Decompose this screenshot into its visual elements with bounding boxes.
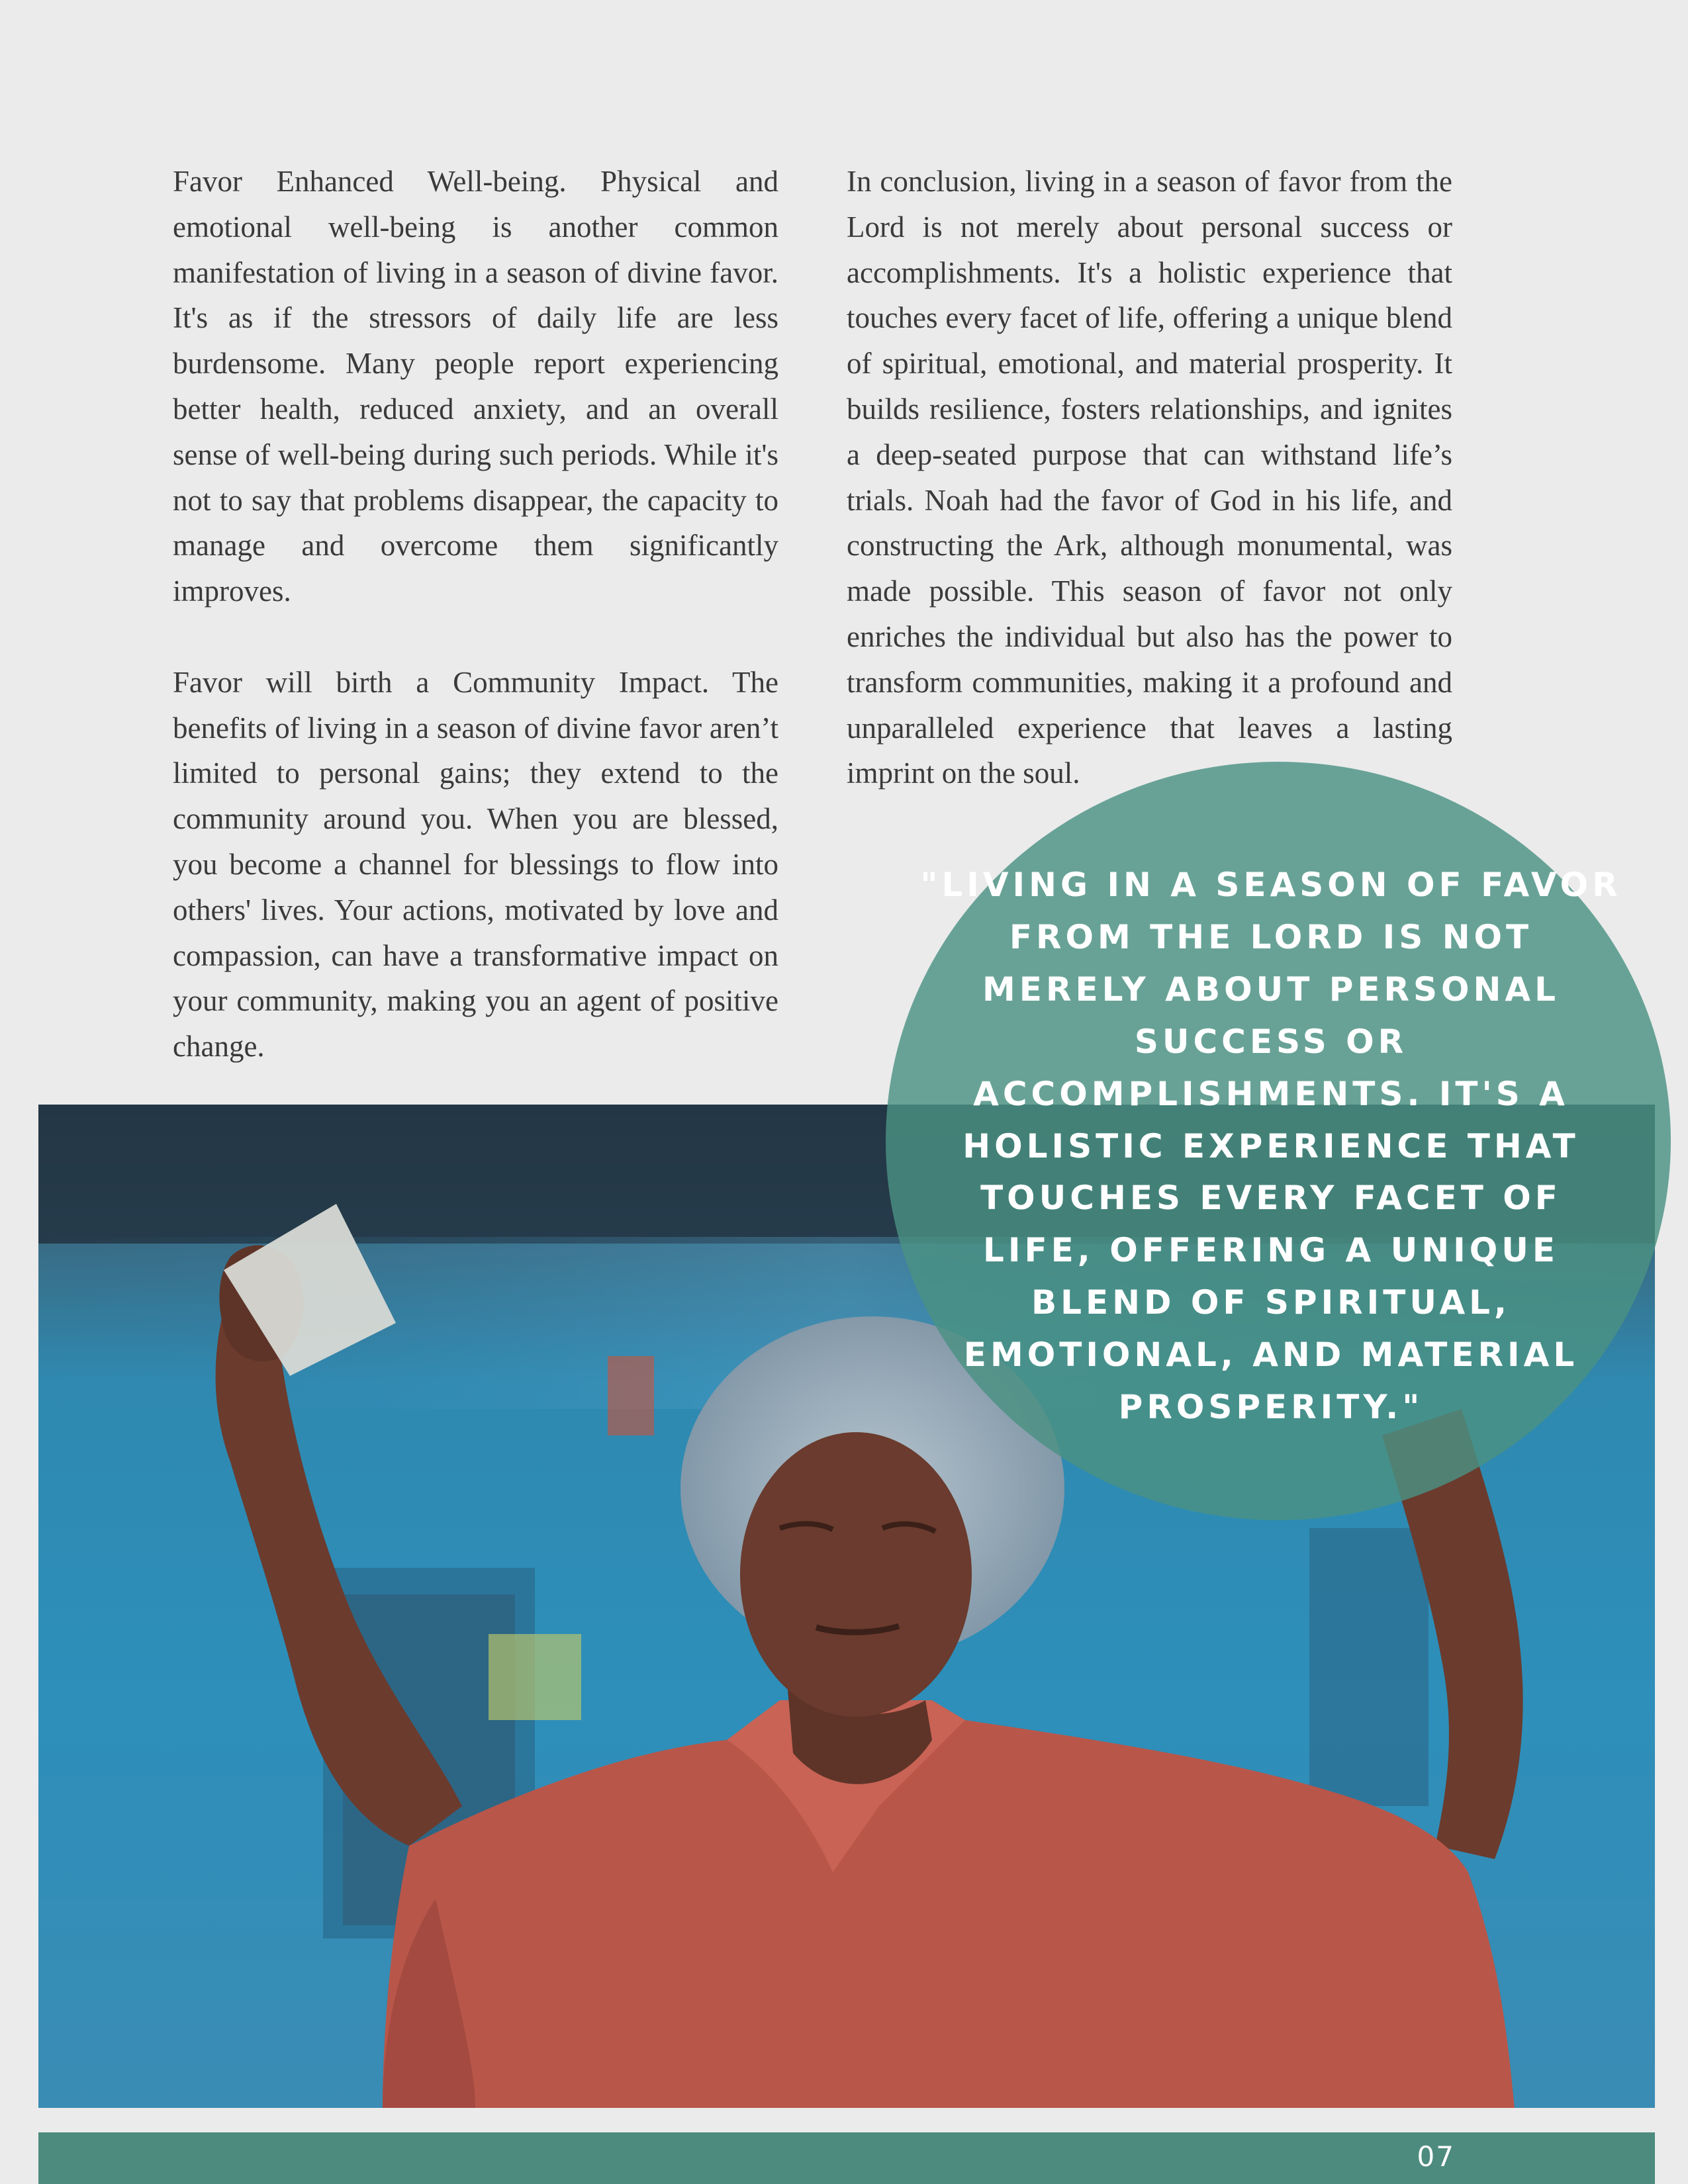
footer-bar bbox=[38, 2132, 1655, 2184]
left-text-column bbox=[173, 159, 778, 1115]
pull-quote-text: "LIVING IN A SEASON OF FAVOR FROM THE LORD IS NOT MERELY ABOUT PERSONAL SUCCESS OR ACCOMPLISHMENTS. IT'S A HOLISTIC EXPERIENCE THAT TOUCHES EVERY FACET OF LIFE, OFFERING A UNIQUE BLEND OF SPIRITUAL, EMOTIONAL, AND MATERIAL PROSPERITY." bbox=[920, 866, 1622, 1427]
right-text-column bbox=[847, 159, 1452, 842]
body-paragraph-wellbeing: Favor Enhanced Well-being. Physical and emotional well-being is another common manifestation of living in a season of divine favor. It's as if the stressors of daily life are less burdensome. Many people report experiencing better health, reduced anxiety, and an overall sense of well-being during such periods. While it's not to say that problems disappear, the capacity to manage and overcome them significantly improves. bbox=[173, 165, 778, 608]
body-paragraph-community-impact: Favor will birth a Community Impact. The benefits of living in a season of divine favor aren’t limited to personal gains; they extend to the community around you. When you are blessed, you become a channel for blessings to flow into others' lives. Your actions, motivated by love and compassion, can have a transformative impact on your community, making you an agent of positive change. bbox=[173, 665, 778, 1064]
body-paragraph-conclusion: In conclusion, living in a season of favor from the Lord is not merely about personal success or accomplishments. It's a holistic experience that touches every facet of life, offering a unique blend of spiritual, emotional, and material prosperity. It builds resilience, fosters relationships, and ignites a deep-seated purpose that can withstand life’s trials. Noah had the favor of God in his life, and constructing the Ark, although monumental, was made possible. This season of favor not only enriches the individual but also has the power to transform communities, making it a profound and unparalleled experience that leaves a lasting imprint on the soul. bbox=[847, 165, 1452, 790]
page-number: 07 bbox=[1417, 2140, 1455, 2173]
